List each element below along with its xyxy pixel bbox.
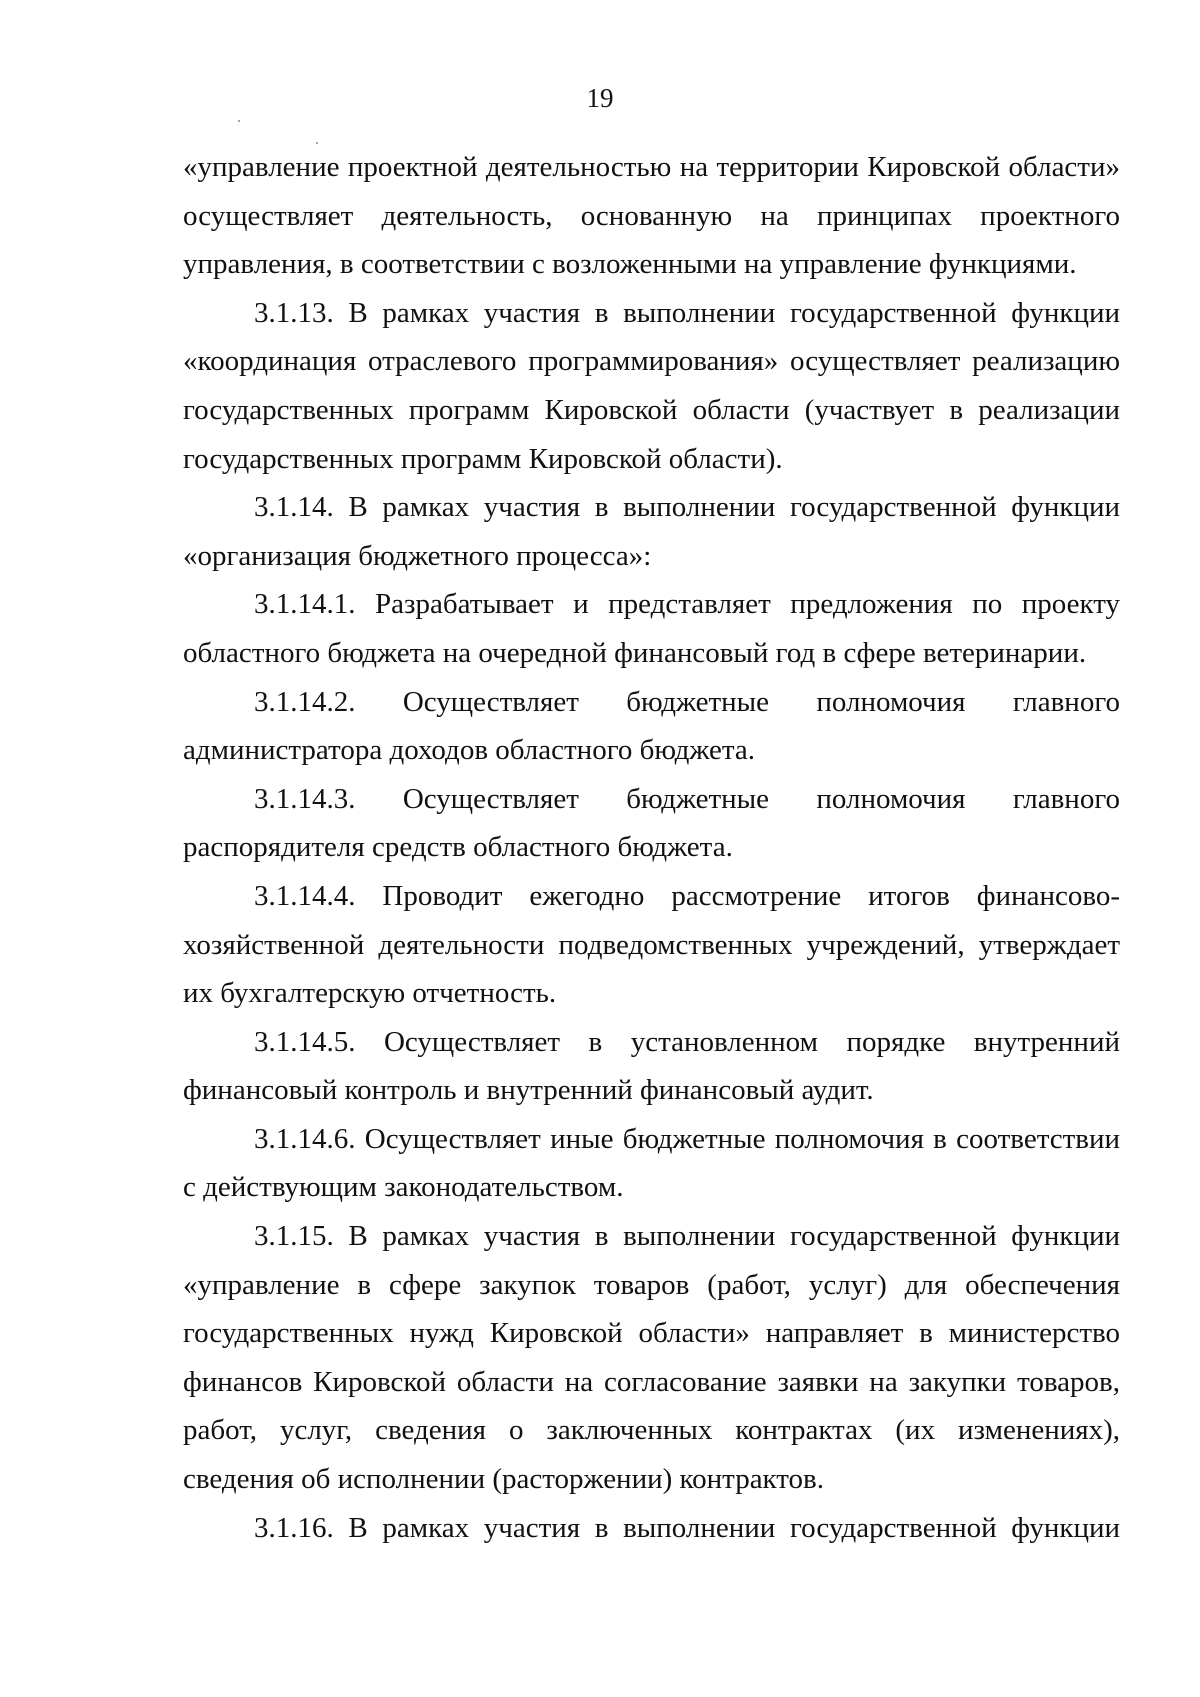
paragraph-3-1-13: 3.1.13. В рамках участия в выполнении государственной функции «координация отраслевого программирования» осуществляет реализацию государственных программ Кировской области (участвует в реализации государственных программ Кировской области).: [183, 296, 1120, 475]
document-body: [183, 143, 1120, 1552]
paragraph-3-1-14-6: 3.1.14.6. Осуществляет иные бюджетные полномочия в соответствии с действующим законодательством.: [183, 1122, 1120, 1204]
paragraph-3-1-14-4: 3.1.14.4. Проводит ежегодно рассмотрение итогов финансово-хозяйственной деятельности подведомственных учреждений, утверждает их бухгалтерскую отчетность.: [183, 879, 1120, 1010]
paragraph-3-1-15: 3.1.15. В рамках участия в выполнении государственной функции «управление в сфере закупок товаров (работ, услуг) для обеспечения государственных нужд Кировской области» направляет в министерство финансов Кировской области на согласование заявки на закупки товаров, работ, услуг, сведения о заключенных контрактах (их изменениях), сведения об исполнении (расторжении) контрактов.: [183, 1220, 1120, 1496]
paragraph-3-1-14: 3.1.14. В рамках участия в выполнении государственной функции «организация бюджетного процесса»:: [183, 491, 1120, 572]
paragraph-3-1-14-2: 3.1.14.2. Осуществляет бюджетные полномочия главного администратора доходов областного бюджета.: [183, 685, 1120, 767]
scan-speck: [238, 120, 240, 122]
page-number: 19: [586, 83, 614, 113]
paragraph: «управление проектной деятельностью на территории Кировской области» осуществляет деятельность, основанную на принципах проектного управления, в соответствии с возложенными на управление функциями.: [183, 151, 1120, 281]
paragraph-3-1-14-1: 3.1.14.1. Разрабатывает и представляет предложения по проекту областного бюджета на очередной финансовый год в сфере ветеринарии.: [183, 588, 1120, 669]
paragraph-3-1-16: 3.1.16. В рамках участия в выполнении государственной функции: [254, 1511, 1120, 1544]
paragraph-3-1-14-5: 3.1.14.5. Осуществляет в установленном порядке внутренний финансовый контроль и внутренний финансовый аудит.: [183, 1025, 1120, 1107]
paragraph-3-1-14-3: 3.1.14.3. Осуществляет бюджетные полномочия главного распорядителя средств областного бюджета.: [183, 782, 1120, 864]
